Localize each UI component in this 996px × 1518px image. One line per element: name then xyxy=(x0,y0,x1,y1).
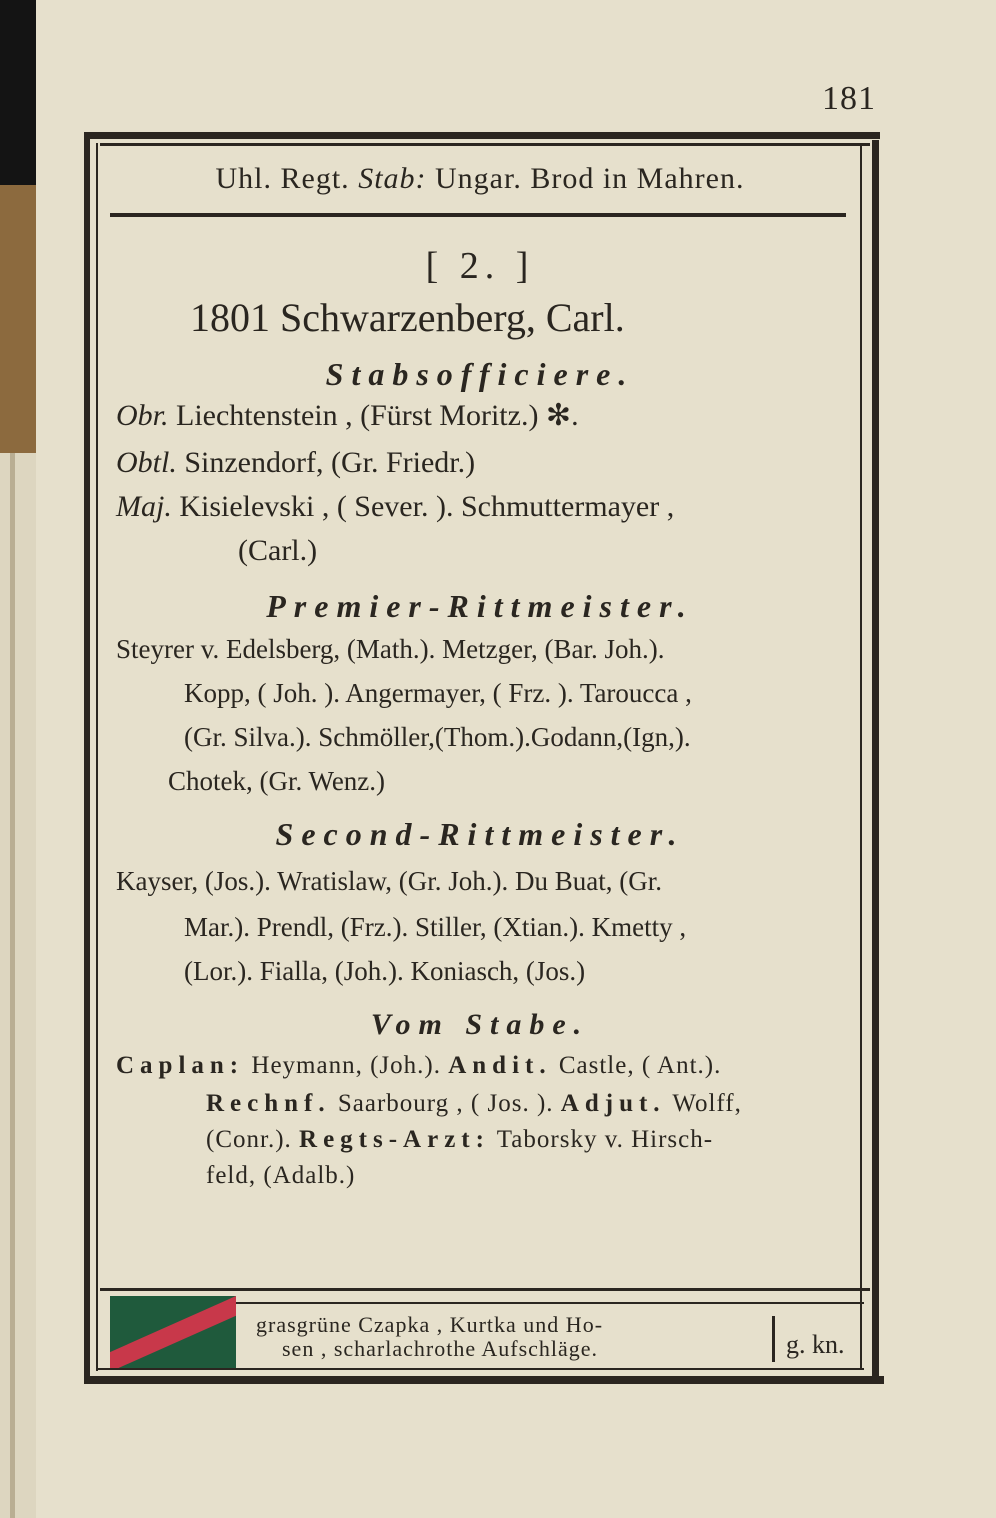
officer-name: (Carl.) xyxy=(238,534,318,567)
regiment-header xyxy=(110,162,850,196)
button-color: g. kn. xyxy=(786,1330,845,1359)
stab-label: Stab: xyxy=(358,162,427,195)
uniform-separator xyxy=(772,1316,775,1362)
frame-left-border xyxy=(84,132,90,1384)
staff-name: (Conr.). xyxy=(206,1126,292,1153)
staff-line xyxy=(206,1126,713,1154)
officer-line: (Gr. Silva.). Schmöller,(Thom.).Godann,(Ign,). xyxy=(184,722,691,752)
page-number: 181 xyxy=(822,80,876,117)
staff-line-continued: feld, (Adalb.) xyxy=(206,1162,356,1189)
staff-role-caplan: Caplan: xyxy=(116,1052,245,1079)
rank-label: Obr. xyxy=(116,399,169,432)
uniform-inner-rule xyxy=(236,1302,864,1304)
officer-line xyxy=(116,490,674,524)
staff-role-arzt: Regts-Arzt: xyxy=(299,1126,490,1153)
staff-name: Castle, ( Ant.). xyxy=(558,1052,722,1079)
officer-line: Steyrer v. Edelsberg, (Math.). Metzger, (Bar. Joh.). xyxy=(116,634,665,664)
staff-role-adjut: Adjut. xyxy=(560,1090,666,1117)
frame-top-inner-border xyxy=(100,143,870,146)
uniform-color-swatch xyxy=(110,1296,236,1368)
uniform-line: grasgrüne Czapka , Kurtka und Ho- xyxy=(256,1312,604,1337)
binding-shadow xyxy=(0,0,36,185)
frame-left-inner-border xyxy=(96,143,98,1371)
officer-line xyxy=(116,446,475,480)
frame-bottom-border xyxy=(84,1376,884,1384)
officer-name: Sinzendorf, (Gr. Friedr.) xyxy=(184,446,476,479)
frame-right-inner-border xyxy=(860,146,862,1370)
officer-name: Kisielevski , ( Sever. ). Schmuttermayer , xyxy=(179,490,675,523)
uniform-rule xyxy=(100,1288,870,1291)
staff-role-audit: Andit. xyxy=(448,1052,552,1079)
officer-line-continued xyxy=(238,534,317,568)
binding-leather xyxy=(0,185,36,453)
officer-line xyxy=(116,398,579,433)
section-title-second-rittmeister: Second-Rittmeister. xyxy=(275,816,685,852)
officer-line: (Lor.). Fialla, (Joh.). Koniasch, (Jos.) xyxy=(184,956,586,986)
section-title-vom-stabe: Vom Stabe. xyxy=(370,1008,590,1041)
frame-top-border xyxy=(84,132,880,139)
uniform-description xyxy=(256,1313,603,1361)
staff-role-rechnf: Rechnf. xyxy=(206,1090,331,1117)
header-rule xyxy=(110,213,846,217)
section-title-premier-rittmeister: Premier-Rittmeister. xyxy=(266,588,694,624)
staff-name: Heymann, (Joh.). xyxy=(251,1052,441,1079)
staff-name: Taborsky v. Hirsch- xyxy=(496,1126,714,1153)
frame-right-border xyxy=(872,140,879,1384)
officer-line: Mar.). Prendl, (Frz.). Stiller, (Xtian.). Kmetty , xyxy=(184,912,687,942)
regiment-owner: 1801 Schwarzenberg, Carl. xyxy=(190,295,625,340)
staff-name: Wolff, xyxy=(672,1090,742,1117)
uniform-line: sen , scharlachrothe Aufschläge. xyxy=(282,1336,599,1361)
station-location: Ungar. Brod in Mahren. xyxy=(435,162,745,195)
officer-line: Chotek, (Gr. Wenz.) xyxy=(168,766,386,796)
frame-bottom-inner-border xyxy=(96,1368,864,1370)
officer-line: Kayser, (Jos.). Wratislaw, (Gr. Joh.). Du Buat, (Gr. xyxy=(116,866,662,896)
staff-line xyxy=(206,1090,742,1118)
rank-label: Obtl. xyxy=(116,446,177,479)
officer-line: Kopp, ( Joh. ). Angermayer, ( Frz. ). Taroucca , xyxy=(184,678,692,708)
binding-crease xyxy=(10,453,15,1518)
regiment-type: Uhl. Regt. xyxy=(215,162,350,195)
section-title-stabsofficiere: Stabsofficiere. xyxy=(325,356,635,392)
rank-label: Maj. xyxy=(116,490,172,523)
regiment-number: [ 2. ] xyxy=(425,245,535,287)
staff-line xyxy=(116,1052,721,1080)
officer-name: Liechtenstein , (Fürst Moritz.) ✻. xyxy=(176,399,579,432)
staff-name: Saarbourg , ( Jos. ). xyxy=(337,1090,554,1117)
